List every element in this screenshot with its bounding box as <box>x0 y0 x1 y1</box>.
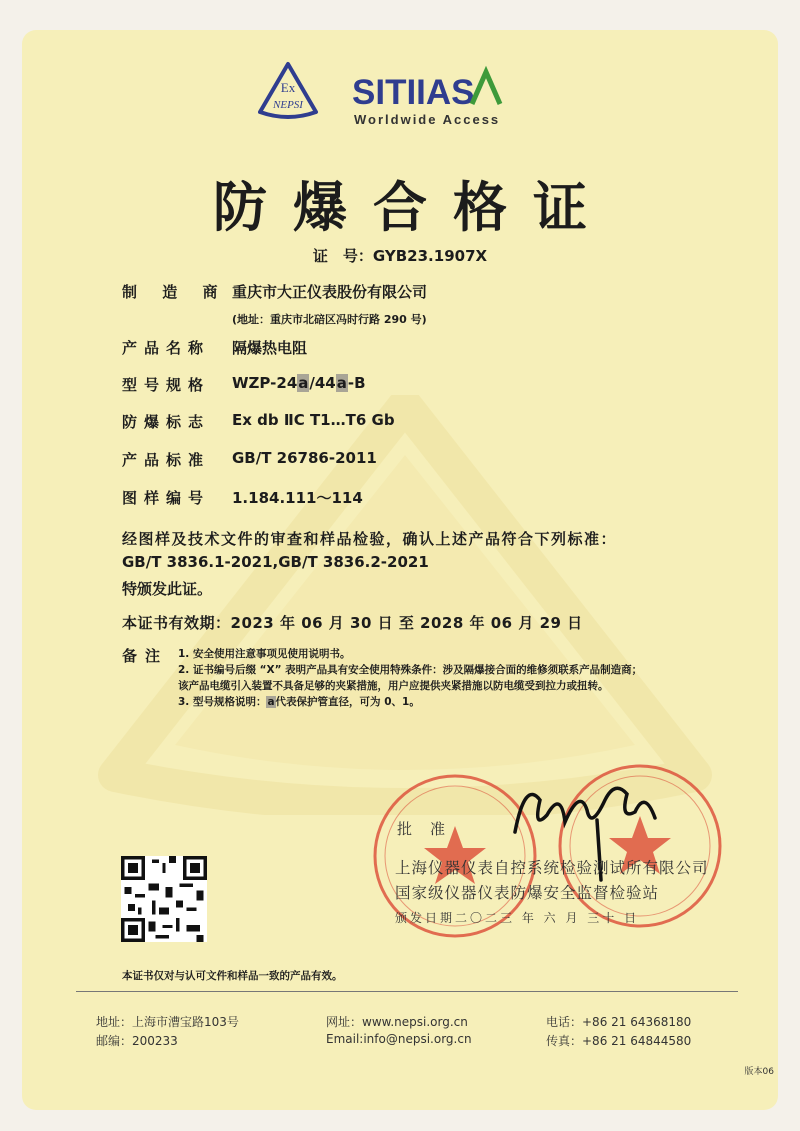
issuer-org-1: 上海仪器仪表自控系统检验测试所有限公司 <box>395 859 709 877</box>
nepsi-mark: NEPSI <box>273 99 303 111</box>
issuer-org-2: 国家级仪器仪表防爆安全监督检验站 <box>395 884 660 902</box>
qr-code-icon <box>121 856 207 942</box>
logo-tagline: Worldwide Access <box>354 112 501 127</box>
footer-fax: 传真：+86 21 64844580 <box>546 1034 692 1048</box>
remark-item-3: 3. 型号规格说明：a代表保护管直径，可为 0、1。 <box>178 696 420 708</box>
manufacturer-label: 制 造 商 <box>122 283 228 301</box>
remark-item-2b: 该产品电缆引入装置不具备足够的夹紧措施，用户应提供夹紧措施以防电缆受到拉力或扭转。 <box>178 680 609 692</box>
sitiias-brand: SITIIAS <box>352 73 475 112</box>
product-name-value: 隔爆热电阻 <box>232 339 308 357</box>
drawing-no-value: 1.184.111～114 <box>232 489 363 507</box>
version-label: 版本06 <box>744 1067 774 1077</box>
footer-address: 地址：上海市漕宝路103号 <box>96 1015 239 1029</box>
conformity-statement: 经图样及技术文件的审查和样品检验，确认上述产品符合下列标准： <box>122 530 618 548</box>
validity-period: 本证书有效期：2023 年 06 月 30 日 至 2028 年 06 月 29 日 <box>122 614 583 632</box>
remark-item-2a: 2. 证书编号后缀 “X” 表明产品具有安全使用特殊条件：涉及隔爆接合面的维修须联系产品制造商； <box>178 664 643 676</box>
footer-email[interactable]: Email:info@nepsi.org.cn <box>326 1032 472 1046</box>
certificate-number: 证 号：GYB23.1907X <box>312 247 488 265</box>
nepsi-sitiias-logo <box>258 58 558 138</box>
ex-marking-value: Ex db ⅡC T1…T6 Gb <box>232 411 395 429</box>
footer-website[interactable]: 网址：www.nepsi.org.cn <box>326 1015 468 1029</box>
remarks-label: 备注 <box>122 647 169 665</box>
remark-item-1: 1. 安全使用注意事项见使用说明书。 <box>178 648 351 660</box>
product-standard-label: 产品标准 <box>122 451 211 469</box>
manufacturer-address: (地址：重庆市北碚区冯时行路 290 号) <box>232 313 427 326</box>
ex-mark: Ex <box>280 80 296 95</box>
certificate-title: 防爆合格证 <box>213 176 613 239</box>
manufacturer-value: 重庆市大正仪表股份有限公司 <box>232 283 428 301</box>
model-value: WZP-24a/44a-B <box>232 374 366 392</box>
standards-list: GB/T 3836.1-2021,GB/T 3836.2-2021 <box>122 553 429 571</box>
ex-marking-label: 防爆标志 <box>122 413 211 431</box>
validity-footnote: 本证书仅对与认可文件和样品一致的产品有效。 <box>122 970 343 982</box>
footer-phone: 电话：+86 21 64368180 <box>546 1015 692 1029</box>
product-standard-value: GB/T 26786-2011 <box>232 449 377 467</box>
product-name-label: 产品名称 <box>122 339 211 357</box>
model-label: 型号规格 <box>122 376 211 394</box>
issue-statement: 特颁发此证。 <box>122 580 213 598</box>
drawing-no-label: 图样编号 <box>122 489 211 507</box>
approval-label: 批准 <box>397 820 464 838</box>
footer-postcode: 邮编：200233 <box>96 1034 178 1048</box>
footer-divider <box>76 991 738 992</box>
issue-date: 颁发日期二〇二三 年 六 月 三十 日 <box>395 911 640 925</box>
